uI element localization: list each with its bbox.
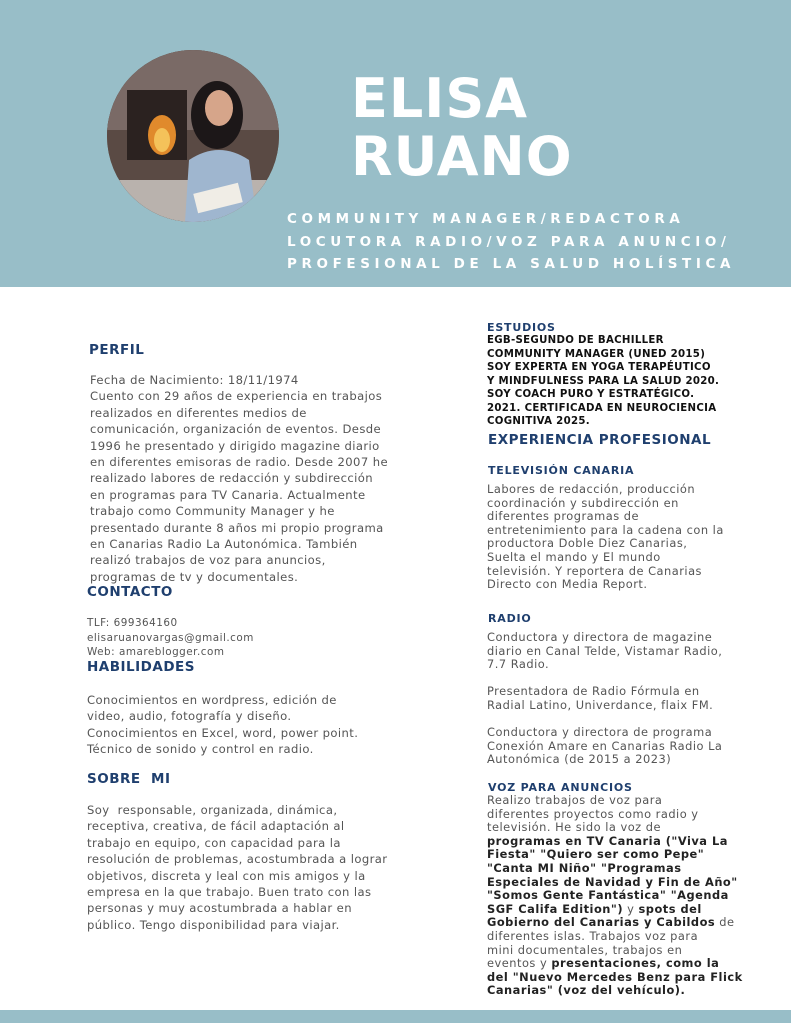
person-name	[351, 67, 573, 188]
text-line: Presentadora de Radio Fórmula en	[487, 684, 700, 698]
text-line-bold: "Canta MI Niño" "Programas	[487, 860, 682, 875]
text-line: Técnico de sonido y control en radio.	[87, 742, 314, 757]
email-link[interactable]: elisaruanovargas@gmail.com	[87, 631, 254, 644]
text-line: 7.7 Radio.	[487, 657, 550, 672]
text-line: mini documentales, trabajos en	[487, 942, 683, 957]
bold-segment: SGF Califa Edition")	[487, 901, 624, 916]
text-line: Conductora y directora de magazine	[487, 630, 713, 644]
text-line-bold: Especiales de Navidad y Fin de Año"	[487, 874, 738, 889]
text-segment: de	[715, 915, 735, 930]
text-line: público. Tengo disponibilidad para viajar.	[87, 917, 340, 932]
job-title-line: LOCUTORA RADIO/VOZ PARA ANUNCIO/	[287, 233, 731, 250]
text-line: realizó trabajos de voz para anuncios,	[90, 553, 326, 568]
tv-text	[487, 483, 724, 592]
text-line: Conocimientos en Excel, word, power point.	[87, 725, 359, 740]
text-line-mixed	[487, 957, 743, 971]
text-segment: y	[623, 901, 639, 916]
text-line: trabajo en equipo, con capacidad para la	[87, 835, 341, 850]
last-name: RUANO	[351, 125, 573, 188]
sobre-mi-text	[87, 802, 387, 933]
voz-heading: VOZ PARA ANUNCIOS	[488, 781, 633, 794]
text-line: en programas para TV Canaria. Actualmente	[90, 487, 366, 502]
text-line: Labores de redacción, producción	[487, 482, 696, 496]
tv-heading: TELEVISIÓN CANARIA	[488, 464, 635, 477]
text-line: en Canarias Radio La Autonómica. También	[90, 537, 358, 552]
text-line: Directo con Media Report.	[487, 577, 648, 592]
estudios-heading: ESTUDIOS	[487, 321, 556, 334]
text-line-bold: Canarias" (voz del vehículo).	[487, 983, 686, 998]
text-line: Radial Latino, Univerdance, flaix FM.	[487, 697, 714, 712]
text-line: presentado durante 8 años mi propio programa	[90, 520, 384, 535]
habilidades-heading: HABILIDADES	[87, 659, 195, 675]
text-segment: eventos y	[487, 956, 552, 971]
text-line: televisión. He sido la voz de	[487, 820, 662, 835]
job-title-line: PROFESIONAL DE LA SALUD HOLÍSTICA	[287, 256, 736, 272]
phone-text: TLF: 699364160	[87, 617, 178, 629]
radio-text-2	[487, 685, 713, 712]
text-line: empresa en la que trabajo. Buen trato con las	[87, 885, 372, 900]
text-line: Autonómica (de 2015 a 2023)	[487, 752, 672, 767]
text-line: entretenimiento para la cadena con la	[487, 522, 724, 537]
text-line: Conductora y directora de programa	[487, 725, 713, 739]
study-item: SOY COACH PURO Y ESTRATÉGICO.	[487, 389, 695, 400]
text-line: diferentes islas. Trabajos voz para	[487, 928, 699, 943]
text-line: televisión. Y reportera de Canarias	[487, 563, 702, 578]
text-line: resolución de problemas, acostumbrada a lograr	[87, 852, 388, 867]
perfil-text	[90, 372, 388, 585]
sobre-mi-heading: SOBRE MI	[87, 771, 171, 787]
text-line: diferentes programas de	[487, 509, 639, 524]
website-link[interactable]: Web: amareblogger.com	[87, 646, 225, 659]
study-item: COGNITIVA 2025.	[487, 416, 590, 427]
profile-photo	[107, 50, 279, 222]
text-line-bold: del "Nuevo Mercedes Benz para Flick	[487, 969, 743, 984]
study-item: 2021. CERTIFICADA EN NEUROCIENCIA	[487, 402, 717, 414]
text-line: Conexión Amare en Canarias Radio La	[487, 738, 723, 753]
bold-segment: Gobierno del Canarias y Cabildos	[487, 915, 716, 930]
text-line-bold: Fiesta" "Quiero ser como Pepe"	[487, 847, 705, 862]
text-line: en diferentes emisoras de radio. Desde 2007 he	[90, 455, 388, 470]
estudios-list	[487, 334, 719, 429]
text-line-mixed	[487, 903, 743, 917]
text-line: comunicación, organización de eventos. Desde	[90, 422, 382, 437]
text-line-mixed	[487, 916, 743, 930]
perfil-heading: PERFIL	[89, 342, 145, 358]
text-line: realizados en diferentes medios de	[90, 405, 307, 420]
text-line: productora Doble Diez Canarias,	[487, 536, 688, 551]
text-line: Realizo trabajos de voz para	[487, 793, 663, 807]
text-line: Conocimientos en wordpress, edición de	[87, 693, 337, 707]
text-line-bold: programas en TV Canaria ("Viva La	[487, 833, 728, 848]
text-line: video, audio, fotografía y diseño.	[87, 709, 292, 724]
text-line: coordinación y subdirección en	[487, 495, 679, 510]
job-title-line: COMMUNITY MANAGER/REDACTORA	[287, 211, 685, 227]
study-item: SOY EXPERTA EN YOGA TERAPÉUTICO	[487, 362, 711, 373]
experiencia-heading: EXPERIENCIA PROFESIONAL	[488, 432, 712, 448]
text-line: Suelta el mando y El mundo	[487, 549, 661, 564]
contact-info	[87, 616, 254, 660]
study-item: COMMUNITY MANAGER (UNED 2015)	[487, 348, 706, 360]
bold-segment: spots del	[638, 901, 702, 916]
radio-heading: RADIO	[488, 612, 532, 625]
avatar	[107, 50, 279, 222]
habilidades-text	[87, 692, 358, 758]
text-line: Cuento con 29 años de experiencia en trabajos	[90, 389, 383, 404]
radio-text-3	[487, 726, 722, 767]
text-line-bold: "Somos Gente Fantástica" "Agenda	[487, 888, 729, 903]
text-line: Soy responsable, organizada, dinámica,	[87, 803, 338, 817]
study-item: EGB-SEGUNDO DE BACHILLER	[487, 335, 664, 346]
text-line: realizado labores de redacción y subdirección	[90, 471, 373, 486]
voz-text	[487, 794, 743, 998]
text-line: personas y muy acostumbrada a hablar en	[87, 901, 352, 916]
bold-segment: presentaciones, como la	[551, 956, 720, 971]
first-name: ELISA	[351, 67, 529, 130]
radio-text-1	[487, 631, 722, 672]
text-line: objetivos, discreta y leal con mis amigos y la	[87, 868, 366, 883]
study-item: Y MINDFULNESS PARA LA SALUD 2020.	[487, 375, 720, 387]
text-line: Fecha de Nacimiento: 18/11/1974	[90, 373, 299, 387]
text-line: diario en Canal Telde, Vistamar Radio,	[487, 643, 723, 658]
text-line: 1996 he presentado y dirigido magazine diario	[90, 438, 380, 453]
job-titles	[287, 208, 735, 276]
text-line: diferentes proyectos como radio y	[487, 806, 699, 821]
text-line: trabajo como Community Manager y he	[90, 504, 335, 519]
text-line: programas de tv y documentales.	[90, 569, 299, 584]
text-line: receptiva, creativa, de fácil adaptación al	[87, 819, 345, 834]
header-banner	[0, 0, 791, 287]
footer-bar	[0, 1010, 791, 1023]
contacto-heading: CONTACTO	[87, 584, 173, 600]
